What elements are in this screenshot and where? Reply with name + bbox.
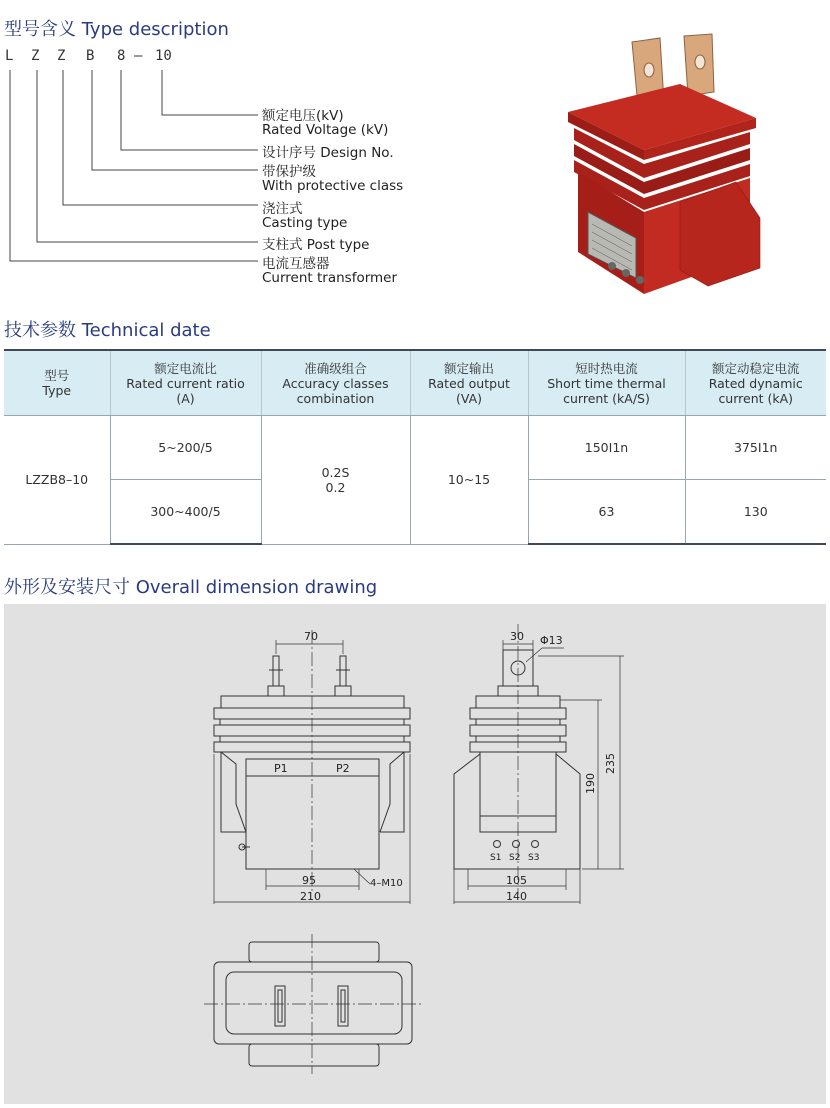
product-photo [560, 32, 780, 307]
dim-70-label: 70 [304, 630, 318, 643]
desc-design-no: 设计序号 Design No. [262, 145, 394, 161]
desc-post-type: 支柱式 Post type [262, 237, 370, 253]
code-dash: – [134, 48, 143, 64]
technical-title: 技术参数 Technical date [4, 320, 211, 341]
table-row [4, 416, 826, 480]
cell-thermal-1: 150I1n [528, 416, 685, 480]
cell-accuracy: 0.2S 0.2 [261, 416, 410, 545]
phi13-label: Φ13 [540, 634, 563, 647]
dim-95-label: 95 [302, 874, 316, 887]
dim-140-label: 140 [506, 890, 527, 903]
desc-rated-voltage-en: Rated Voltage (kV) [262, 122, 389, 138]
cell-thermal-2: 63 [528, 480, 685, 545]
s3-label: S3 [528, 853, 540, 863]
header-dynamic: 额定动稳定电流 Rated dynamic current (kA) [685, 350, 826, 416]
s2-label: S2 [509, 853, 521, 863]
desc-protective-en: With protective class [262, 178, 404, 194]
header-accuracy: 准确级组合 Accuracy classes combination [261, 350, 410, 416]
p2-label: P2 [336, 762, 350, 775]
cell-ratio-2: 300~400/5 [110, 480, 261, 545]
dim-105-label: 105 [506, 874, 527, 887]
s1-label: S1 [490, 853, 502, 863]
header-thermal: 短时热电流 Short time thermal current (kA/S) [528, 350, 685, 416]
bolt-label: 4–M10 [370, 878, 403, 889]
dim-30-label: 30 [510, 630, 524, 643]
header-ratio: 额定电流比 Rated current ratio (A) [110, 350, 261, 416]
cell-dynamic-2: 130 [685, 480, 826, 545]
desc-casting-en: Casting type [262, 215, 348, 231]
code-letter-6: 10 [155, 48, 172, 64]
p1-label: P1 [274, 762, 288, 775]
cell-dynamic-1: 375I1n [685, 416, 826, 480]
dim-190-label: 190 [584, 773, 597, 794]
header-type: 型号 Type [4, 350, 110, 416]
code-letter-4: B [86, 48, 95, 64]
code-letter-1: L [5, 48, 14, 64]
code-letter-2: Z [31, 48, 40, 64]
dimension-drawing [4, 604, 826, 1104]
desc-ct-cn: 电流互感器 [262, 256, 330, 272]
dimension-drawing-panel [4, 604, 826, 1104]
desc-ct-en: Current transformer [262, 270, 398, 286]
code-leader-lines [0, 0, 270, 290]
cell-output: 10~15 [410, 416, 528, 545]
cell-type: LZZB8–10 [4, 416, 110, 545]
dim-235-label: 235 [604, 753, 617, 774]
table-header-row [4, 350, 826, 416]
header-output: 额定输出 Rated output (VA) [410, 350, 528, 416]
desc-casting-cn: 浇注式 [262, 201, 303, 217]
desc-rated-voltage-cn: 额定电压(kV) [262, 108, 344, 124]
code-letter-3: Z [57, 48, 66, 64]
spec-table [4, 349, 826, 545]
cell-ratio-1: 5~200/5 [110, 416, 261, 480]
drawing-title: 外形及安装尺寸 Overall dimension drawing [4, 577, 378, 598]
desc-protective-cn: 带保护级 [262, 164, 316, 180]
code-letter-5: 8 [117, 48, 126, 64]
type-description-title: 型号含义 Type description [4, 19, 229, 40]
dim-210-label: 210 [300, 890, 321, 903]
